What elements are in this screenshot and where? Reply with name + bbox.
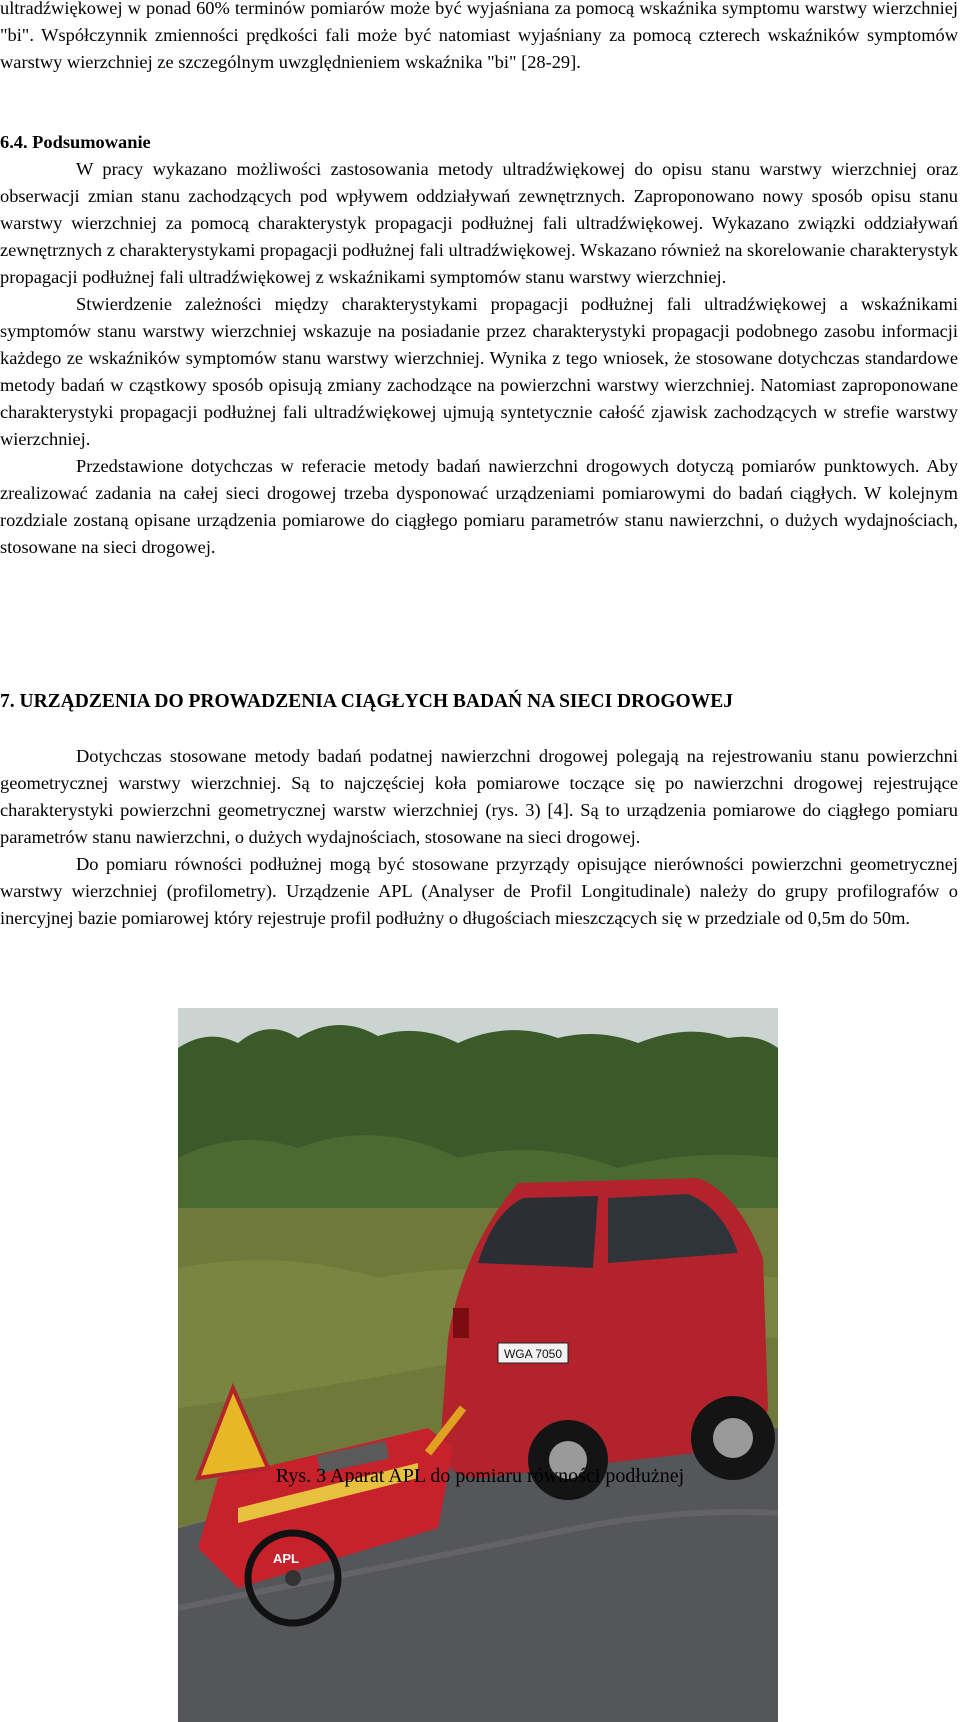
photo-car-front-hub [713,1418,753,1458]
figure-3-photo [178,1008,778,1722]
section-6-4-paragraph-1: W pracy wykazano możliwości zastosowania metody ultradźwiękowej do opisu stanu warstwy wierzchniej oraz obserwacji zmian stanu zachodzących pod wpływem oddziaływań zewnętrznych. Zaproponowano nowy sposób opisu stanu warstwy wierzchniej za pomocą charakterystyk propagacji podłużnej fali ultradźwiękowej. Wykazano związki oddziaływań zewnętrznych z charakterystykami propagacji podłużnej fali ultradźwiękowej. Wskazano również na skorelowanie charakterystyk propagacji podłużnej fali ultradźwiękowej z wskaźnikami symptomów stanu warstwy wierzchniej. [0,159,958,287]
intro-paragraph: ultradźwiękowej w ponad 60% terminów pomiarów może być wyjaśniana za pomocą wskaźnika symptomu warstwy wierzchniej "bi". Współczynnik zmienności prędkości fali może być natomiast wyjaśniany za pomocą czterech wskaźników symptomów warstwy wierzchniej ze szczególnym uwzględnieniem wskaźnika "bi" [28-29]. [0,0,958,72]
section-6-4 [0,129,958,561]
photo-plate-text: WGA 7050 [503,1347,563,1361]
section-7-paragraph-1: Dotychczas stosowane metody badań podatnej nawierzchni drogowej polegają na rejestrowaniu stanu powierzchni geometrycznej warstwy wierzchniej. Są to najczęściej koła pomiarowe toczące się po nawierzchni drogowej rejestrujące charakterystyki powierzchni geometrycznej warstw wierzchniej (rys. 3) [4]. Są to urządzenia pomiarowe do ciągłego pomiaru parametrów stanu nawierzchni, o dużych wydajnościach, stosowane na sieci drogowej. [0,746,958,847]
photo-apl-text: APL [273,1551,299,1566]
section-6-4-paragraph-3: Przedstawione dotychczas w referacie metody badań nawierzchni drogowych dotyczą pomiarów punktowych. Aby zrealizować zadania na całej sieci drogowej trzeba dysponować urządzeniami pomiarowymi do badań ciągłych. W kolejnym rozdziale zostaną opisane urządzenia pomiarowe do ciągłego pomiaru parametrów stanu nawierzchni, o dużych wydajnościach, stosowane na sieci drogowej. [0,456,958,557]
photo-car-tail-light [453,1308,469,1338]
section-7-heading: 7. URZĄDZENIA DO PROWADZENIA CIĄGŁYCH BADAŃ NA SIECI DROGOWEJ [0,691,733,712]
section-6-4-paragraph-2: Stwierdzenie zależności między charakterystykami propagacji podłużnej fali ultradźwiękowej a wskaźnikami symptomów stanu warstwy wierzchniej wskazuje na posiadanie przez charakterystyki propagacji podobnego zasobu informacji każdego ze wskaźników symptomów stanu warstwy wierzchniej. Wynika z tego wniosek, że stosowane dotychczas standardowe metody badań w cząstkowy sposób opisują zmiany zachodzące na powierzchni warstwy wierzchniej. Natomiast zaproponowane charakterystyki propagacji podłużnej fali ultradźwiękowej ujmują syntetycznie całość zjawisk zachodzących w strefie warstwy wierzchniej. [0,294,958,449]
section-7 [0,743,958,932]
section-6-4-heading: 6.4. Podsumowanie [0,132,151,152]
photo-apl-wheel-hub [285,1570,301,1586]
intro-paragraph-block [0,0,958,76]
apl-photo-illustration [178,1008,778,1722]
figure-3-caption: Rys. 3 Aparat APL do pomiaru równości podłużnej [275,1465,685,1487]
section-7-paragraph-2: Do pomiaru równości podłużnej mogą być stosowane przyrządy opisujące nierówności powierzchni geometrycznej warstwy wierzchniej (profilometry). Urządzenie APL (Analyser de Profil Longitudinale) należy do grupy profilografów o inercyjnej bazie pomiarowej który rejestruje profil podłużny o długościach mieszczących się w przedziale od 0,5m do 50m. [0,854,958,928]
